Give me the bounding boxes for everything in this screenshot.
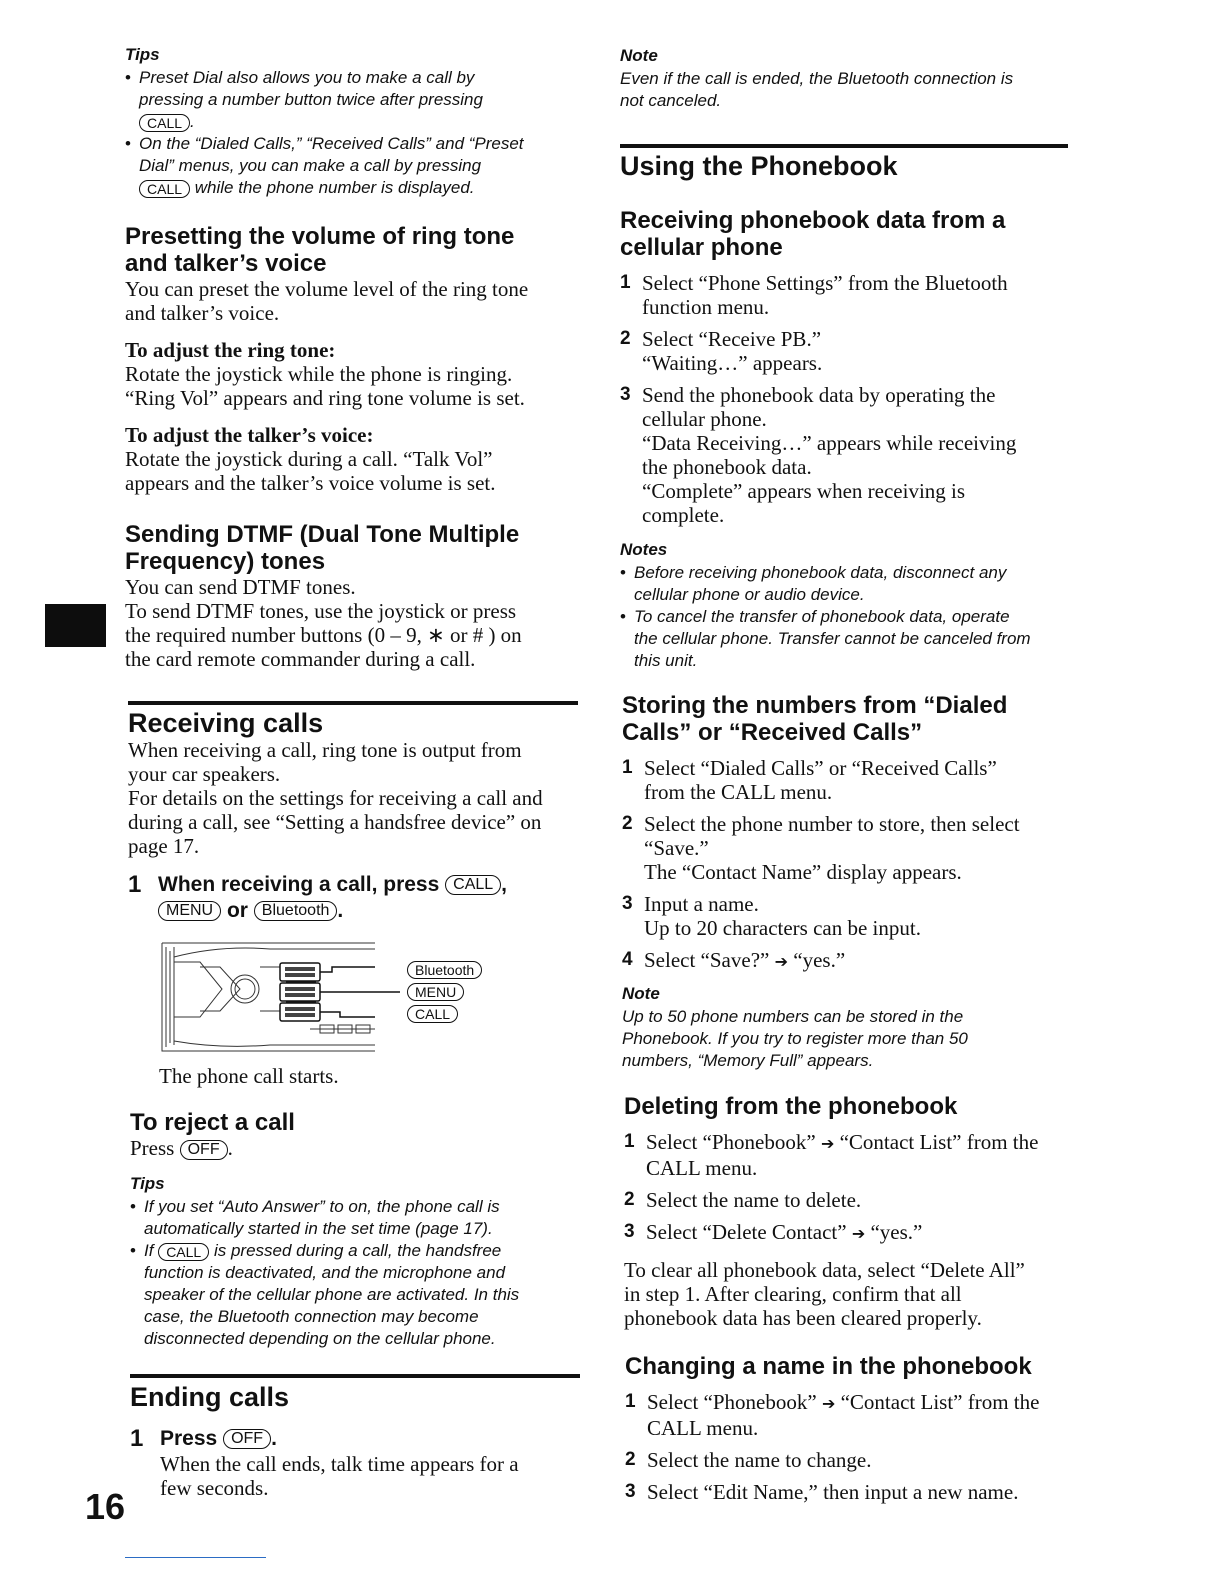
heading-line: Storing the numbers from “Dialed — [622, 692, 1008, 719]
step-line — [646, 1130, 1074, 1156]
step-item — [625, 1390, 1075, 1440]
body-line: You can send DTMF tones. — [125, 575, 356, 599]
tip-line: • If you set “Auto Answer” to on, the phone call is — [144, 1197, 500, 1216]
notes-heading: Notes — [620, 540, 668, 559]
body-line: Rotate the joystick while the phone is ringing. — [125, 362, 513, 386]
label-row — [407, 961, 557, 983]
step-item — [620, 383, 1070, 527]
body-line: few seconds. — [160, 1476, 269, 1500]
section-heading: Deleting from the phonebook — [624, 1093, 958, 1120]
step-number: 4 — [622, 949, 633, 970]
tip-line: Dial” menus, you can make a call by pressing — [139, 156, 482, 175]
call-button-label: CALL — [139, 180, 190, 198]
tips-block-2 — [130, 1174, 575, 1350]
step-line — [644, 948, 1072, 974]
section-heading — [620, 207, 1070, 261]
note-body — [622, 1006, 1072, 1072]
body-text: Press — [130, 1136, 175, 1160]
step-line: Select the name to change. — [647, 1448, 872, 1472]
tips-block-1 — [125, 45, 570, 199]
sub-heading: To adjust the talker’s voice: — [125, 423, 374, 447]
footer-line — [125, 1557, 266, 1558]
off-button-label: OFF — [223, 1429, 271, 1449]
section-body — [130, 1452, 575, 1500]
note-item — [620, 606, 1075, 672]
menu-button-label: MENU — [158, 901, 221, 921]
step-line: Up to 20 characters can be input. — [644, 916, 921, 940]
body-line: the card remote commander during a call. — [125, 647, 476, 671]
figure-caption: The phone call starts. — [159, 1064, 339, 1088]
tip-line: case, the Bluetooth connection may become — [144, 1307, 479, 1326]
step-number: 1 — [624, 1131, 635, 1152]
section-heading — [125, 521, 570, 575]
heading-line: Presetting the volume of ring tone — [125, 223, 515, 250]
body-line: appears and the talker’s voice volume is set. — [125, 471, 496, 495]
menu-label: MENU — [407, 983, 464, 1001]
note-heading: Note — [622, 984, 660, 1003]
tip-line: disconnected depending on the cellular phone. — [144, 1329, 496, 1348]
heading-line: Calls” or “Received Calls” — [622, 719, 923, 746]
body-line: For details on the settings for receiving a call and — [128, 786, 543, 810]
heading-line: Receiving phonebook data from a — [620, 207, 1006, 234]
step-number: 2 — [620, 328, 631, 349]
step-line: CALL menu. — [647, 1416, 759, 1440]
call-button-label: CALL — [445, 875, 501, 895]
note-line: this unit. — [634, 651, 698, 670]
tip-line — [144, 1240, 575, 1262]
label-row — [407, 983, 557, 1005]
section-heading: Ending calls — [130, 1382, 290, 1412]
chapter-heading: Using the Phonebook — [620, 151, 898, 181]
step-line: When receiving a call, press CALL , — [158, 873, 508, 896]
step-text: “yes.” — [870, 1220, 923, 1244]
body-line: page 17. — [128, 834, 200, 858]
step-number: 1 — [622, 757, 633, 778]
body-line: When receiving a call, ring tone is output from — [128, 738, 522, 762]
arrow-right-icon: ➔ — [821, 1394, 836, 1413]
section-heading — [622, 692, 1072, 746]
step-line: Send the phonebook data by operating the — [642, 383, 996, 407]
step-item — [130, 1426, 575, 1452]
heading-line: Sending DTMF (Dual Tone Multiple — [125, 521, 520, 548]
page-number: 16 — [85, 1486, 126, 1527]
section-body — [125, 277, 570, 325]
step-text: “Contact List” from the — [839, 1130, 1039, 1154]
step-line: The “Contact Name” display appears. — [644, 860, 962, 884]
step-item — [622, 892, 1072, 940]
section-heading: To reject a call — [130, 1109, 295, 1136]
step-line: Select the name to delete. — [646, 1188, 862, 1212]
section-rule — [128, 701, 578, 705]
step-line: “Save.” — [644, 836, 709, 860]
step-text: or — [226, 899, 248, 922]
call-label: CALL — [407, 1005, 458, 1023]
step-item — [128, 872, 573, 924]
step-line: MENU or Bluetooth . — [158, 898, 573, 924]
tip-line: function is deactivated, and the microphone and — [144, 1263, 506, 1282]
step-line: CALL menu. — [646, 1156, 758, 1180]
tip-line: CALL . — [139, 111, 570, 133]
label-row — [407, 1005, 557, 1027]
heading-line: cellular phone — [620, 234, 783, 261]
section-tab-marker — [45, 604, 106, 647]
step-line: cellular phone. — [642, 407, 767, 431]
step-number: 1 — [620, 272, 631, 293]
step-line: Select the phone number to store, then select — [644, 812, 1020, 836]
body-line: and talker’s voice. — [125, 301, 280, 325]
call-button-label: CALL — [139, 114, 190, 132]
notes-block — [620, 540, 1075, 672]
step-item — [622, 812, 1072, 884]
body-line: You can preset the volume level of the ring tone — [125, 277, 529, 301]
section-body — [125, 362, 570, 410]
step-number: 1 — [625, 1391, 636, 1412]
step-line: the phonebook data. — [642, 455, 812, 479]
step-text: When receiving a call, press — [158, 873, 440, 896]
dtmf-section — [125, 521, 570, 671]
heading-line: and talker’s voice — [125, 250, 327, 277]
step-text: Press — [160, 1427, 218, 1450]
note-line: • Before receiving phonebook data, disconnect any — [634, 563, 1007, 582]
step-number: 1 — [128, 871, 142, 898]
step-line — [646, 1220, 1074, 1246]
changing-name-section — [625, 1353, 1075, 1504]
tip-line: automatically started in the set time (page 17). — [144, 1219, 493, 1238]
note-block-1 — [620, 46, 1070, 112]
bluetooth-button-label: Bluetooth — [254, 901, 338, 921]
call-button-label: CALL — [158, 1243, 209, 1261]
note-line: not canceled. — [620, 91, 722, 110]
body-line: To clear all phonebook data, select “Delete All” — [624, 1258, 1025, 1282]
arrow-right-icon: ➔ — [774, 952, 788, 971]
tip-item — [125, 67, 570, 133]
step-line: complete. — [642, 503, 725, 527]
step-line: Select “Phone Settings” from the Bluetooth — [642, 271, 1008, 295]
ending-calls-section — [130, 1382, 575, 1500]
step-number: 2 — [624, 1189, 635, 1210]
body-line: When the call ends, talk time appears for a — [160, 1452, 519, 1476]
step-number: 2 — [625, 1449, 636, 1470]
step-line — [647, 1390, 1075, 1416]
step-number: 3 — [620, 384, 631, 405]
step-text: Select “Save?” — [644, 948, 770, 972]
arrow-right-icon: ➔ — [851, 1224, 866, 1243]
section-body: Press OFF . — [130, 1136, 233, 1160]
off-button-label: OFF — [180, 1140, 228, 1160]
step-item — [624, 1130, 1074, 1180]
step-item — [622, 756, 1072, 804]
body-line: “Ring Vol” appears and ring tone volume is set. — [125, 386, 525, 410]
body-line: your car speakers. — [128, 762, 281, 786]
step-line: Select “Receive PB.” — [642, 327, 822, 351]
tip-line: speaker of the cellular phone are activated. In this — [144, 1285, 520, 1304]
step-number: 3 — [622, 893, 633, 914]
step-item — [625, 1480, 1075, 1504]
body-line: in step 1. After clearing, confirm that all — [624, 1282, 962, 1306]
tips-heading: Tips — [125, 45, 160, 64]
note-line: Even if the call is ended, the Bluetooth connection is — [620, 69, 1014, 88]
body-line: during a call, see “Setting a handsfree device” on — [128, 810, 542, 834]
step-line: Select “Dialed Calls” or “Received Calls” — [644, 756, 997, 780]
step-text: Select “Phonebook” — [646, 1130, 816, 1154]
note-line: • To cancel the transfer of phonebook data, operate — [634, 607, 1010, 626]
step-text: “yes.” — [793, 948, 846, 972]
sub-heading: To adjust the ring tone: — [125, 338, 336, 362]
body-line: Rotate the joystick during a call. “Talk Vol” — [125, 447, 493, 471]
section-body — [125, 447, 570, 495]
section-rule — [130, 1374, 580, 1378]
step-item — [620, 327, 1070, 375]
tip-line: • Preset Dial also allows you to make a call by — [139, 68, 475, 87]
step-number: 3 — [625, 1481, 636, 1502]
step-number: 1 — [130, 1425, 144, 1452]
step-item — [624, 1188, 1074, 1212]
arrow-right-icon: ➔ — [820, 1134, 835, 1153]
step-line: “Complete” appears when receiving is — [642, 479, 966, 503]
note-line: numbers, “Memory Full” appears. — [622, 1051, 874, 1070]
note-line: the cellular phone. Transfer cannot be canceled from — [634, 629, 1031, 648]
note-line: cellular phone or audio device. — [634, 585, 865, 604]
step-item — [620, 271, 1070, 319]
note-item — [620, 562, 1075, 606]
tip-text: while the phone number is displayed. — [194, 178, 475, 197]
tip-item — [125, 133, 570, 199]
note-block-2 — [622, 984, 1072, 1072]
step-line: Press OFF . — [160, 1427, 277, 1450]
illustration-labels — [407, 961, 557, 1027]
step-text: Select “Phonebook” — [647, 1390, 817, 1414]
step-line: function menu. — [642, 295, 770, 319]
note-heading: Note — [620, 46, 658, 65]
step-line: Input a name. — [644, 892, 759, 916]
section-body — [624, 1258, 1074, 1330]
note-line: Phonebook. If you try to register more than 50 — [622, 1029, 968, 1048]
receiving-phonebook-section — [620, 207, 1070, 527]
tip-line — [139, 177, 570, 199]
step-item — [622, 948, 1072, 974]
step-line: Select “Edit Name,” then input a new name. — [647, 1480, 1019, 1504]
receiving-calls-section — [128, 708, 573, 924]
step-line: “Data Receiving…” appears while receiving — [642, 431, 1017, 455]
section-rule — [620, 144, 1068, 148]
section-heading: Changing a name in the phonebook — [625, 1353, 1032, 1380]
bluetooth-label: Bluetooth — [407, 961, 482, 979]
step-line: “Waiting…” appears. — [642, 351, 823, 375]
step-text: Select “Delete Contact” — [646, 1220, 847, 1244]
section-body — [125, 575, 570, 671]
step-number: 3 — [624, 1221, 635, 1242]
step-number: 2 — [622, 813, 633, 834]
tip-item — [130, 1196, 575, 1240]
step-item — [624, 1220, 1074, 1246]
tip-text: is pressed during a call, the handsfree — [213, 1241, 502, 1260]
tips-heading: Tips — [130, 1174, 165, 1193]
section-heading — [125, 223, 570, 277]
step-text: “Contact List” from the — [840, 1390, 1040, 1414]
step-line: from the CALL menu. — [644, 780, 833, 804]
step-item — [625, 1448, 1075, 1472]
body-line: the required number buttons (0 – 9, ∗ or # ) on — [125, 623, 522, 647]
deleting-section — [624, 1093, 1074, 1330]
tip-line: pressing a number button twice after pressing — [139, 90, 483, 109]
storing-numbers-section — [622, 692, 1072, 974]
note-body — [620, 68, 1070, 112]
tip-item — [130, 1240, 575, 1350]
section-body — [128, 738, 573, 858]
section-heading: Receiving calls — [128, 708, 324, 738]
tip-line: • On the “Dialed Calls,” “Received Calls” and “Preset — [139, 134, 524, 153]
tip-text: If — [144, 1241, 154, 1260]
body-line: phonebook data has been cleared properly. — [624, 1306, 982, 1330]
body-line: To send DTMF tones, use the joystick or press — [125, 599, 517, 623]
presetting-section — [125, 223, 570, 495]
heading-line: Frequency) tones — [125, 548, 326, 575]
reject-call-section — [130, 1109, 575, 1160]
note-line: Up to 50 phone numbers can be stored in the — [622, 1007, 964, 1026]
